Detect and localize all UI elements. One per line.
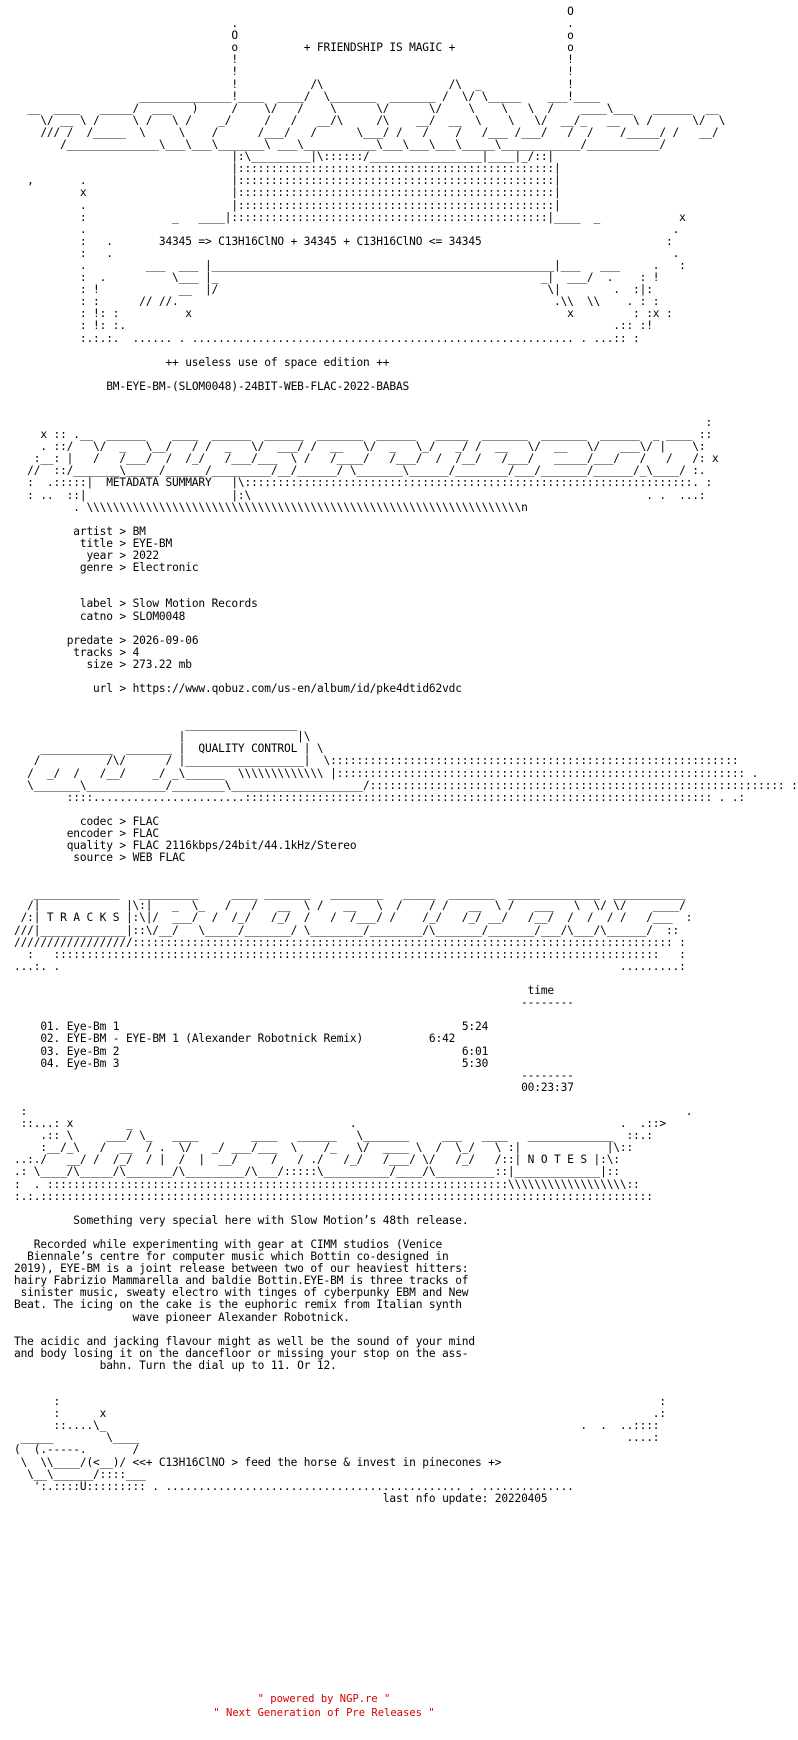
label-label: label bbox=[79, 597, 113, 611]
track-time: 6:01 bbox=[461, 1044, 489, 1058]
track-title: Eye-Bm 2 bbox=[66, 1044, 120, 1058]
last-update-line bbox=[14, 1493, 798, 1505]
track-time: 5:24 bbox=[461, 1020, 489, 1034]
size-label: size bbox=[86, 657, 113, 671]
artist-value: BM bbox=[132, 524, 146, 538]
genre-label: genre bbox=[79, 561, 113, 575]
year-value: 2022 bbox=[132, 549, 159, 563]
header-ascii-art: O . . O o o + FRIENDSHIP IS MAGIC + o ! ! ! ! ! /\ /\ _ ! ______________!____ ____/ \_______ _______ / \/ \_____ ___!____ __ ____ _____/ ___ ) / \/ / \ \/ \/ \ \ \ / ____\___ ______ __ \/ __ \ / \ / \ / _/ / / __/\ /\ __/ __ \ \ \/ __/_ __ \ / \/ \ /// / /_____ \ \ / /___/ / \___/ / / / /___ /___/ / / /_____/ / __/ /______________\___\___\_______\ ___\___________\___\___\___\_____\____________/___________/ |:\_________|\::::::/_________________|____|_/::| |::::::::::::::::::::::::::::::::::::::::::::::::| , . |::::::::::::::::::::::::::::::::::::::::::::::::| x |::::::::::::::::::::::::::::::::::::::::::::::::| . |::::::::::::::::::::::::::::::::::::::::::::::::| : _ ____|::::::::::::::::::::::::::::::::::::::::::::::::|____ _ x . . : . 34345 => C13H16ClNO + 34345 + C13H16ClNO <= 34345 : : . . . ___ ___ |____________________________________________________|___ ___ . : : . \___ |_ _| ___/ . : ! : ! __ |/ \| . :|: : : // //. .\\ \\ . : : : !: : x x : :x : : !: :. .:: :! :.:.:. ...... . .......................................................... . ...:: : bbox=[27, 5, 726, 345]
metadata-section: artist > BM title > EYE-BM year > 2022 genre > Electronic label > Slow Motion Records catno > SLOM0048 predate > 2026-09-06 tracks > 4 size > 273.22 mb url > https://www.qobuz.com/us-en/album/id/pke4dtid62vdc bbox=[66, 524, 462, 696]
quality-control-banner: _________________ | |\ ___________ _______ | QUALITY CONTROL | \ / /\/ / |__________________| \:::::::::::::::::::::::::::::::::::::::::::::::::::::::::::::: / _/ / /__/ _/ _\______ \\\\\\\\\\\\\ |:::::::::::::::::::::::::::::::::::::::::::::::::::::::::::::: . \_______\____________/________\____________________/::::::::::::::::::::::::::::::::::::::::::::::::::::::::::::::: : ::::.......................::::::::::::::::::::::::::::::::::::::::::::::::::::::::::::::::::::::: . .: bbox=[27, 718, 798, 804]
last-update: last nfo update: 20220405 bbox=[382, 1491, 548, 1505]
quality-value: FLAC 2116kbps/24bit/44.1kHz/Stereo bbox=[132, 839, 357, 853]
edition-text: ++ useless use of space edition ++ bbox=[165, 355, 390, 369]
footer-ascii-art: : : : x .: ::....\_ . . ..:::: _____ \____ ....: ( (.-----. / \ \\____/(<__)/ <<+ C13H16ClNO > feed the horse & invest in pinecones +> \__\______/::::___ ':.::::U::::::::: . ............................................. . .............. bbox=[14, 1395, 666, 1493]
ngp-link[interactable]: NGP.re bbox=[339, 1693, 378, 1705]
track-title: EYE-BM - EYE-BM 1 (Alexander Robotnick Remix) bbox=[66, 1032, 364, 1046]
source-label: source bbox=[73, 851, 113, 865]
quality-label: quality bbox=[66, 839, 113, 853]
notes-paragraph-2: Recorded while experimenting with gear at CIMM studios (Venice Biennale’s centre for computer music which Bottin co-designed in 2019), EYE-BM is a joint release between two of our heaviest hitters: hairy Fabrizio Mammarella and baldie Bottin.EYE-BM is three tracks of sinister music, sweaty electro with tinges of cyberpunky EBM and New Beat. The icing on the cake is the euphoric remix from Italian synth wave pioneer Alexander Robotnick. bbox=[14, 1238, 469, 1324]
metadata-summary-banner: : x :: .__ ______ ____ ______ ______ _______ ______ _____ _______ _______ ______ _ ____ :: . ::/ \/ _ \__/ / / _ \/ ___/ / __ \/ _ \_/ _/ / __ \/ __ \/ ___\/ | \: :__: | / /___/ / /_/ /___/___ \ / /____/ /___/ / /__/ /___/ _____/___/ / / /: x // ::/_______\_____/______/_________/__/______/ \_______\______/________/___/_______/______/_\____/ :. : .:::::| METADATA SUMMARY |\::::::::::::::::::::::::::::::::::::::::::::::::::::::::::::::::::::. : : .. ::| |:\ . . ...: . \\\\\\\\\\\\\\\\\\\\\\\\\\\\\\\\\\\\\\\\\\\\\\\\\\\\\\\\\\\\\\\\\\n bbox=[27, 416, 719, 514]
title-value: EYE-BM bbox=[132, 536, 173, 550]
total-time: 00:23:37 bbox=[521, 1080, 574, 1094]
predate-label: predate bbox=[66, 633, 113, 647]
track-row: 01. Eye-Bm 1 5:24 bbox=[40, 1020, 489, 1034]
powered-by-footer bbox=[0, 1692, 648, 1720]
catno-value: SLOM0048 bbox=[132, 609, 186, 623]
track-time: 6:42 bbox=[428, 1032, 456, 1046]
url-label: url bbox=[93, 682, 113, 696]
encoder-value: FLAC bbox=[132, 827, 159, 840]
notes-banner: : . ::...: x _ . . .::> .:: \ ___/ \_ ____ ____ ______ \_______ ___ ____ _____________ ::.: :__/_\ / __ / . \/ _/ ___/___ \ /_ \/ ____ \ / \_/ \ :| |\:: ..:./ __/ / /_/ / | / | __/ / / ./ /_/ /___/ \/ /_/ /::| N O T E S |:\: .: \____/\_____/\_______/\_________/\___/:::::\__________/____/\_________::|_____________|:: : . ::::::::::::::::::::::::::::::::::::::::::::::::::::::::::::::::::::::\\\\\\\\\\\\\\\\\\:: :.:.::::::::::::::::::::::::::::::::::::::::::::::::::::::::::::::::::::::::::::::::::::::::::::: bbox=[14, 1104, 693, 1203]
edition-line bbox=[14, 357, 798, 369]
label-value: Slow Motion Records bbox=[132, 597, 258, 611]
tracks-count-label: tracks bbox=[73, 645, 113, 659]
tracks-section: time -------- 01. Eye-Bm 1 5:24 02. EYE-BM - EYE-BM 1 (Alexander Robotnick Remix) 6:42 03. Eye-Bm 2 6:01 04. Eye-Bm 3 5:30 -------- 00:23:37 bbox=[40, 984, 574, 1094]
artist-label: artist bbox=[73, 524, 113, 538]
powered-by-line: " powered by NGP.re " bbox=[257, 1693, 391, 1705]
encoder-label: encoder bbox=[66, 827, 113, 840]
tracks-count-value: 4 bbox=[132, 645, 140, 659]
track-time: 5:30 bbox=[461, 1056, 489, 1070]
year-label: year bbox=[86, 549, 113, 563]
size-value: 273.22 mb bbox=[132, 657, 192, 671]
release-name: BM-EYE-BM-(SLOM0048)-24BIT-WEB-FLAC-2022-BABAS bbox=[106, 379, 410, 393]
release-name-line bbox=[14, 381, 798, 393]
title-label: title bbox=[79, 536, 113, 550]
predate-value: 2026-09-06 bbox=[132, 633, 199, 647]
url-link[interactable]: https://www.qobuz.com/us-en/album/id/pke4dtid62vdc bbox=[132, 682, 462, 696]
nfo-document bbox=[14, 6, 798, 1505]
genre-value: Electronic bbox=[132, 561, 199, 575]
tracks-banner: _____________ _________ ____ _______ ________ _____ _______ ______________ ___________ /| |\:| _ \_ / / __ \ / __ \ / / / __ \ / ___ \ \/ \/ ____/ /:| T R A C K S |:\|/ ___/ / /_/ /_/ / / /___/ / /_/ /_/ __/ /__/ / / / / /___ : ///|_____________|::\/__/ \_____/_______/ \________/________/\_______/_______/___/\___/\______/ :: //////////////////:::::::::::::::::::::::::::::::::::::::::::::::::::::::::::::::::::::::::::::::::: : : :::::::::::::::::::::::::::::::::::::::::::::::::::::::::::::::::::::::::::::::::::::::::::: : ...:. . .........: bbox=[14, 887, 693, 973]
catno-label: catno bbox=[79, 609, 113, 623]
quality-section: codec > FLAC encoder > FLAC quality > FLAC 2116kbps/24bit/44.1kHz/Stereo source > WEB FLAC bbox=[66, 814, 357, 865]
notes-paragraph-1: Something very special here with Slow Motion’s 48th release. bbox=[73, 1213, 469, 1227]
track-row: 04. Eye-Bm 3 5:30 bbox=[40, 1056, 489, 1070]
codec-label: codec bbox=[79, 814, 113, 828]
source-value: WEB FLAC bbox=[132, 851, 186, 865]
notes-paragraph-3: The acidic and jacking flavour might as well be the sound of your mind and body losing it on the dancefloor or missing your stop on the ass- bahn. Turn the dial up to 11. Or 12. bbox=[14, 1334, 475, 1372]
track-row: 02. EYE-BM - EYE-BM 1 (Alexander Robotnick Remix) 6:42 bbox=[40, 1032, 456, 1046]
track-title: Eye-Bm 3 bbox=[66, 1056, 120, 1070]
track-row: 03. Eye-Bm 2 6:01 bbox=[40, 1044, 489, 1058]
codec-value: FLAC bbox=[132, 814, 159, 828]
tagline: " Next Generation of Pre Releases " bbox=[213, 1707, 435, 1719]
track-title: Eye-Bm 1 bbox=[66, 1020, 120, 1034]
time-column-header: time bbox=[527, 984, 555, 998]
